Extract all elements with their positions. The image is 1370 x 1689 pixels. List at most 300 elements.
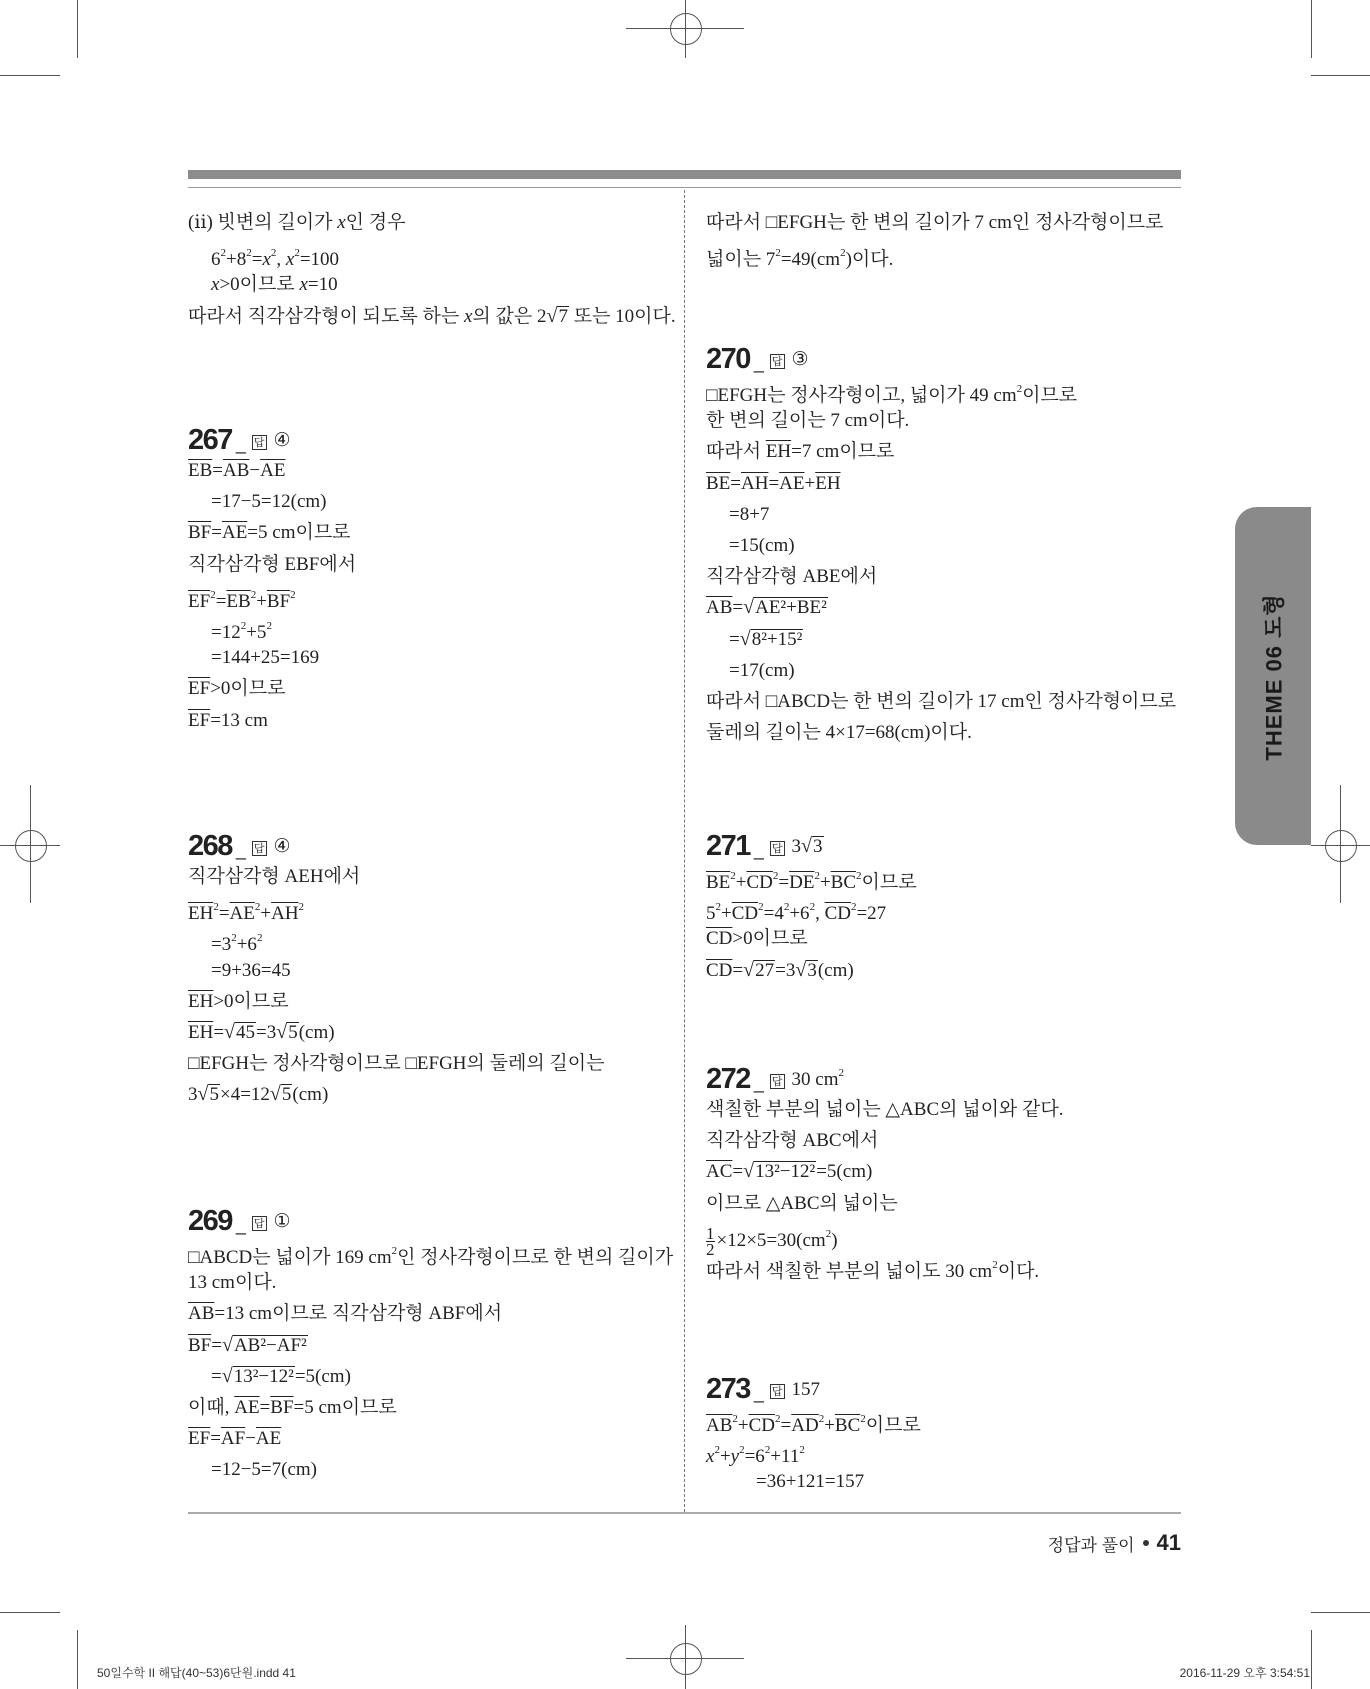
solution-line bbox=[188, 1079, 668, 1110]
text: (cm) bbox=[298, 1021, 335, 1043]
square-root bbox=[198, 1084, 220, 1105]
radical-icon: √ bbox=[795, 958, 807, 981]
text: =13 cm bbox=[210, 709, 268, 731]
text: =17(cm) bbox=[729, 659, 795, 681]
text: =3 bbox=[211, 934, 232, 956]
solution-line bbox=[188, 549, 668, 580]
text: =12 bbox=[211, 621, 241, 643]
text: =27 bbox=[856, 903, 887, 925]
text: >0이므로 bbox=[213, 990, 289, 1012]
text: +8 bbox=[226, 249, 247, 271]
solution-line bbox=[188, 892, 668, 923]
problem-number: 272 bbox=[706, 1063, 750, 1095]
variable: x bbox=[262, 249, 271, 271]
problem-number: 271 bbox=[706, 830, 750, 862]
column-divider bbox=[684, 190, 685, 1512]
text: 이때, bbox=[188, 1396, 235, 1418]
text: + bbox=[819, 872, 831, 893]
solution-line bbox=[188, 1048, 668, 1079]
page-number: 41 bbox=[1156, 1530, 1181, 1555]
text: 5 bbox=[706, 903, 716, 925]
radical-icon: √ bbox=[801, 835, 813, 857]
solution-line bbox=[188, 705, 668, 736]
exponent: 2 bbox=[838, 1067, 845, 1079]
variable: x bbox=[299, 274, 308, 296]
text: + bbox=[735, 872, 747, 893]
exponent: 2 bbox=[231, 932, 237, 945]
radicand: 3 bbox=[813, 836, 823, 857]
problem-number: 269 bbox=[188, 1205, 232, 1237]
text: = bbox=[215, 590, 227, 612]
variable: x bbox=[285, 249, 295, 271]
radical-icon: √ bbox=[276, 1020, 288, 1043]
answer-badge-icon: 답 bbox=[253, 1217, 265, 1230]
text: = bbox=[780, 1415, 792, 1436]
text: 이므로 bbox=[1022, 385, 1078, 406]
exponent: 2 bbox=[1016, 383, 1023, 395]
segment-label: $\overline{AD}$ bbox=[791, 1415, 819, 1436]
text: =15(cm) bbox=[729, 534, 795, 556]
answer bbox=[792, 1061, 844, 1092]
text: =7 cm이므로 bbox=[791, 441, 895, 463]
text: 따라서 □ABCD는 한 변의 길이가 17 cm인 정사각형이므로 bbox=[706, 690, 1177, 712]
text: ④ bbox=[273, 836, 291, 857]
text: = bbox=[732, 597, 744, 619]
solution-line bbox=[706, 1219, 1186, 1259]
text: =9+36=45 bbox=[211, 959, 291, 981]
answer-badge-icon: 답 bbox=[771, 1075, 783, 1088]
segment-label: $\overline{AF}$ bbox=[220, 1428, 246, 1450]
radical-icon: √ bbox=[224, 1020, 236, 1043]
answer-badge-icon: 답 bbox=[771, 842, 783, 855]
solution-line bbox=[188, 269, 668, 300]
solution-line bbox=[706, 1250, 1186, 1281]
solution-line bbox=[706, 1435, 1186, 1466]
solution-line bbox=[188, 455, 668, 486]
separator: _ bbox=[753, 1383, 764, 1403]
text: 색칠한 부분의 넓이는 △ABC의 넓이와 같다. bbox=[706, 1099, 1064, 1120]
crop-mark bbox=[1311, 0, 1312, 58]
problem-269 bbox=[188, 1201, 674, 1486]
problem-270 bbox=[706, 339, 1186, 748]
text: )이다. bbox=[845, 249, 894, 271]
registration-mark bbox=[670, 1643, 702, 1675]
text: = bbox=[730, 472, 741, 494]
exponent: 2 bbox=[758, 901, 764, 914]
text: = bbox=[778, 872, 790, 893]
square-root bbox=[276, 1022, 298, 1043]
square-root bbox=[222, 1366, 295, 1387]
solution-line bbox=[188, 642, 668, 673]
text: +5 bbox=[246, 621, 267, 643]
solution-line bbox=[706, 499, 1186, 530]
problem-header bbox=[706, 1059, 1186, 1094]
separator: _ bbox=[753, 840, 764, 860]
slug-filename: 50일수학 II 해답(40~53)6단원.indd 41 bbox=[97, 1666, 296, 1680]
exponent: 2 bbox=[391, 1245, 398, 1257]
square-root bbox=[743, 960, 775, 981]
radical-icon: √ bbox=[739, 627, 751, 650]
text: 이다. bbox=[997, 1260, 1040, 1282]
segment-label: $\overline{EB}$ bbox=[188, 460, 213, 481]
segment-label: $\overline{EF}$ bbox=[188, 709, 211, 731]
registration-mark bbox=[1325, 830, 1357, 862]
exponent: 2 bbox=[256, 932, 263, 945]
exponent: 2 bbox=[298, 901, 305, 914]
crop-mark bbox=[77, 1630, 78, 1689]
exponent: 2 bbox=[213, 901, 219, 914]
variable: x bbox=[463, 305, 473, 327]
segment-label: $\overline{AE}$ bbox=[260, 460, 286, 481]
radicand: AB²−AF² bbox=[233, 1334, 307, 1356]
text: = bbox=[259, 1396, 271, 1418]
text: 둘레의 길이는 4×17=68(cm)이다. bbox=[706, 722, 972, 744]
crop-mark bbox=[77, 0, 78, 58]
answer-badge-icon: 답 bbox=[771, 1385, 783, 1398]
solution-line bbox=[706, 1125, 1186, 1156]
radicand: 5 bbox=[281, 1084, 292, 1106]
problem-header bbox=[706, 339, 1186, 374]
text: >0이므로 bbox=[732, 928, 808, 950]
exponent: 2 bbox=[775, 1413, 781, 1425]
denominator: 2 bbox=[706, 1239, 715, 1259]
text: + bbox=[824, 1415, 835, 1436]
segment-label: $\overline{AE}$ bbox=[229, 903, 255, 925]
text: =5 cm이므로 bbox=[293, 1396, 397, 1418]
text: +11 bbox=[770, 1446, 800, 1468]
solution-line bbox=[706, 238, 1186, 269]
text: + bbox=[260, 903, 272, 925]
segment-label: $\overline{EH}$ bbox=[188, 990, 214, 1012]
solution-line bbox=[706, 436, 1186, 467]
text: 157 bbox=[791, 1379, 821, 1400]
text: ③ bbox=[791, 349, 809, 370]
radicand: 3 bbox=[807, 959, 817, 981]
exponent: 2 bbox=[850, 901, 857, 914]
solution-line bbox=[188, 1017, 668, 1048]
text: =3 bbox=[775, 959, 796, 981]
problem-header bbox=[706, 826, 1186, 861]
exponent: 2 bbox=[270, 247, 277, 260]
text: =100 bbox=[299, 249, 340, 271]
text: 직각삼각형 ABE에서 bbox=[706, 566, 878, 588]
segment-label: $\overline{BE}$ bbox=[706, 472, 731, 494]
text: =13 cm이므로 직각삼각형 ABF에서 bbox=[214, 1303, 503, 1325]
text: >0이므로 bbox=[210, 678, 286, 700]
radical-icon: √ bbox=[546, 304, 558, 327]
slug-timestamp: 2016-11-29 오후 3:54:51 bbox=[1179, 1666, 1310, 1680]
exponent: 2 bbox=[840, 247, 846, 260]
text: =10 bbox=[307, 274, 338, 296]
text: >0이므로 bbox=[219, 274, 300, 296]
segment-label: $\overline{AB}$ bbox=[706, 597, 733, 619]
text: 이므로 △ABC의 넓이는 bbox=[706, 1192, 898, 1214]
exponent: 2 bbox=[715, 901, 721, 914]
radicand: 8²+15² bbox=[751, 628, 803, 650]
segment-label: $\overline{EH}$ bbox=[765, 441, 792, 463]
radicand: 5 bbox=[288, 1021, 298, 1043]
text: 3 bbox=[791, 836, 802, 857]
problem-header bbox=[188, 1201, 668, 1236]
exponent: 2 bbox=[799, 1444, 805, 1457]
text: =12−5=7(cm) bbox=[211, 1459, 318, 1481]
segment-label: $\overline{AB}$ bbox=[706, 1415, 733, 1436]
text: 따라서 색칠한 부분의 넓이도 30 cm bbox=[706, 1260, 993, 1282]
solution-line bbox=[706, 1156, 1186, 1187]
answer bbox=[274, 835, 291, 859]
exponent: 2 bbox=[825, 1227, 832, 1240]
exponent: 2 bbox=[250, 588, 257, 601]
segment-label: $\overline{AB}$ bbox=[223, 460, 250, 481]
segment-label: $\overline{EH}$ bbox=[188, 903, 214, 925]
variable: x bbox=[337, 212, 346, 233]
text: = bbox=[211, 1334, 222, 1356]
segment-label: $\overline{AH}$ bbox=[741, 472, 769, 494]
solution-line bbox=[188, 1392, 668, 1423]
text: ① bbox=[273, 1211, 291, 1232]
solution-line bbox=[706, 1404, 1186, 1435]
exponent: 2 bbox=[739, 1444, 745, 1457]
registration-mark bbox=[15, 830, 47, 862]
radical-icon: √ bbox=[197, 1083, 209, 1106]
bullet-icon bbox=[1143, 1540, 1149, 1546]
registration-mark bbox=[685, 1625, 686, 1689]
segment-label: $\overline{EF}$ bbox=[188, 1428, 211, 1450]
radicand: 7 bbox=[558, 305, 568, 327]
problem-header bbox=[188, 420, 668, 455]
text: □EFGH는 정사각형이고, 넓이가 49 cm bbox=[706, 385, 1017, 406]
text: = bbox=[210, 1428, 221, 1450]
text: = bbox=[213, 1021, 225, 1043]
crop-mark bbox=[0, 1612, 60, 1613]
text: + bbox=[804, 472, 816, 494]
square-root bbox=[740, 629, 804, 650]
solution-line bbox=[188, 955, 668, 986]
text: ×4=12 bbox=[219, 1084, 270, 1106]
numerator: 1 bbox=[706, 1223, 715, 1243]
radicand: 5 bbox=[209, 1084, 219, 1106]
text: 인 경우 bbox=[345, 212, 406, 233]
solution-line bbox=[188, 1361, 668, 1392]
solution-line bbox=[706, 624, 1186, 655]
text: =3 bbox=[256, 1021, 277, 1043]
text: =8+7 bbox=[729, 503, 770, 525]
problem-267 bbox=[188, 420, 668, 736]
text: =144+25=169 bbox=[211, 647, 320, 669]
text: 따라서 bbox=[706, 441, 766, 463]
exponent: 2 bbox=[818, 1413, 825, 1425]
solution-line bbox=[706, 686, 1186, 717]
solution-line bbox=[188, 1423, 668, 1454]
radical-icon: √ bbox=[743, 958, 755, 981]
text: = bbox=[211, 522, 222, 544]
solution-line bbox=[188, 517, 668, 548]
square-root bbox=[222, 1335, 308, 1356]
crop-mark bbox=[1311, 75, 1370, 76]
text: , bbox=[815, 903, 825, 925]
square-root bbox=[743, 1161, 816, 1182]
exponent: 2 bbox=[732, 1413, 738, 1425]
solution-line bbox=[188, 923, 668, 954]
square-root bbox=[795, 960, 817, 981]
text: = bbox=[768, 472, 780, 494]
solution-line bbox=[188, 673, 668, 704]
exponent: 2 bbox=[290, 588, 296, 601]
text: + bbox=[256, 590, 267, 612]
registration-mark bbox=[670, 13, 702, 45]
square-root bbox=[801, 836, 823, 857]
segment-label: $\overline{AE}$ bbox=[255, 1428, 282, 1450]
answer bbox=[792, 348, 809, 372]
radical-icon: √ bbox=[743, 1160, 755, 1183]
solution-line bbox=[188, 1236, 674, 1268]
text: =49(cm bbox=[780, 249, 841, 271]
text: 의 값은 2 bbox=[472, 305, 547, 327]
exponent: 2 bbox=[240, 619, 247, 632]
text: = bbox=[729, 628, 740, 650]
segment-label: $\overline{CD}$ bbox=[706, 959, 733, 981]
solution-line bbox=[188, 486, 668, 517]
text: + bbox=[721, 903, 732, 925]
solution-line bbox=[706, 1094, 1186, 1125]
solution-line bbox=[706, 530, 1186, 561]
problem-271 bbox=[706, 826, 1186, 986]
segment-label: $\overline{AB}$ bbox=[188, 1303, 215, 1325]
text: =36+121=157 bbox=[756, 1471, 865, 1493]
exponent: 2 bbox=[764, 1444, 771, 1457]
text: ) bbox=[831, 1229, 838, 1251]
text: 이므로 bbox=[865, 1415, 921, 1436]
solution-line bbox=[706, 955, 1186, 986]
text: 30 cm bbox=[791, 1069, 839, 1090]
text: (cm) bbox=[292, 1084, 329, 1106]
solution-line bbox=[188, 1267, 668, 1298]
problem-268 bbox=[188, 826, 668, 1111]
solution-line bbox=[188, 207, 668, 238]
text: ④ bbox=[273, 430, 291, 451]
solution-line bbox=[706, 1188, 1186, 1219]
solution-line bbox=[188, 611, 668, 642]
text: 넓이는 7 bbox=[706, 249, 776, 271]
square-root bbox=[270, 1084, 292, 1105]
problem-number: 273 bbox=[706, 1373, 750, 1405]
segment-label: $\overline{CD}$ bbox=[706, 928, 733, 950]
text: +6 bbox=[236, 934, 257, 956]
exponent: 2 bbox=[220, 247, 226, 260]
square-root bbox=[546, 306, 568, 327]
text: = bbox=[251, 249, 263, 271]
text: − bbox=[249, 460, 261, 481]
text: □ABCD는 넓이가 169 cm bbox=[188, 1247, 392, 1268]
segment-label: $\overline{BF}$ bbox=[270, 1396, 294, 1418]
radicand: 27 bbox=[755, 959, 775, 981]
page-footer bbox=[1048, 1530, 1181, 1556]
text: =5(cm) bbox=[816, 1161, 873, 1183]
solution-line bbox=[188, 301, 676, 332]
solution-line bbox=[188, 580, 668, 611]
radicand: 45 bbox=[236, 1021, 256, 1043]
text: , bbox=[276, 249, 286, 271]
separator: _ bbox=[753, 1073, 764, 1093]
segment-label: $\overline{AE}$ bbox=[779, 472, 805, 494]
answer bbox=[274, 1210, 291, 1234]
exponent: 2 bbox=[860, 1413, 866, 1425]
problem-number: 267 bbox=[188, 424, 232, 456]
registration-mark bbox=[1340, 785, 1341, 903]
exponent: 2 bbox=[266, 619, 272, 632]
problem-272 bbox=[706, 1059, 1186, 1281]
text: + bbox=[737, 1415, 749, 1436]
solution-line bbox=[706, 405, 1186, 436]
square-root bbox=[224, 1022, 256, 1043]
square-root bbox=[743, 597, 828, 618]
answer bbox=[274, 429, 291, 453]
footer-label: 정답과 풀이 bbox=[1047, 1535, 1135, 1555]
segment-label: $\overline{CD}$ bbox=[824, 903, 851, 925]
segment-label: $\overline{BF}$ bbox=[266, 590, 291, 612]
variable: x bbox=[211, 274, 220, 296]
segment-label: $\overline{AE}$ bbox=[221, 522, 248, 544]
solution-line bbox=[188, 1454, 668, 1485]
answer-badge-icon: 답 bbox=[771, 355, 783, 368]
solution-line bbox=[706, 468, 1186, 499]
exponent: 2 bbox=[783, 901, 790, 914]
solution-line bbox=[706, 717, 1186, 748]
exponent: 2 bbox=[714, 1444, 720, 1457]
text: = bbox=[732, 959, 744, 981]
crop-mark bbox=[0, 75, 60, 76]
exponent: 2 bbox=[294, 247, 300, 260]
intro-left bbox=[188, 207, 676, 332]
segment-label: $\overline{EB}$ bbox=[226, 590, 251, 612]
problem-number: 268 bbox=[188, 830, 232, 862]
exponent: 2 bbox=[856, 870, 862, 882]
text: = bbox=[218, 903, 230, 925]
segment-label: $\overline{BF}$ bbox=[188, 522, 212, 544]
segment-label: $\overline{AE}$ bbox=[234, 1396, 260, 1418]
radical-icon: √ bbox=[221, 1364, 233, 1387]
separator: _ bbox=[235, 840, 246, 860]
text: □EFGH는 정사각형이므로 □EFGH의 둘레의 길이는 bbox=[188, 1053, 605, 1075]
text: +6 bbox=[789, 903, 810, 925]
solution-line bbox=[706, 592, 1186, 623]
segment-label: $\overline{AC}$ bbox=[706, 1161, 733, 1183]
text: =6 bbox=[744, 1446, 765, 1468]
text: 3 bbox=[188, 1084, 198, 1106]
exponent: 2 bbox=[246, 247, 252, 260]
separator: _ bbox=[235, 1215, 246, 1235]
solution-line bbox=[706, 892, 1186, 923]
segment-label: $\overline{EF}$ bbox=[188, 678, 211, 700]
exponent: 2 bbox=[210, 588, 216, 601]
text: ×12×5=30(cm bbox=[716, 1229, 826, 1251]
segment-label: $\overline{CD}$ bbox=[748, 1415, 776, 1436]
text: 직각삼각형 ABC에서 bbox=[706, 1130, 879, 1152]
problem-273 bbox=[706, 1369, 1186, 1498]
text: − bbox=[245, 1428, 256, 1450]
variable: x bbox=[706, 1446, 715, 1468]
separator: _ bbox=[235, 434, 246, 454]
bottom-rule bbox=[188, 1512, 1181, 1514]
header-rule bbox=[188, 187, 1181, 188]
text: =5 cm이므로 bbox=[247, 522, 351, 544]
text: 따라서 직각삼각형이 되도록 하는 bbox=[188, 305, 464, 327]
text: = bbox=[212, 460, 223, 481]
answer bbox=[792, 1378, 821, 1402]
radicand: AE²+BE² bbox=[755, 597, 827, 619]
segment-label: $\overline{EF}$ bbox=[188, 590, 211, 612]
segment-label: $\overline{BF}$ bbox=[188, 1334, 212, 1356]
